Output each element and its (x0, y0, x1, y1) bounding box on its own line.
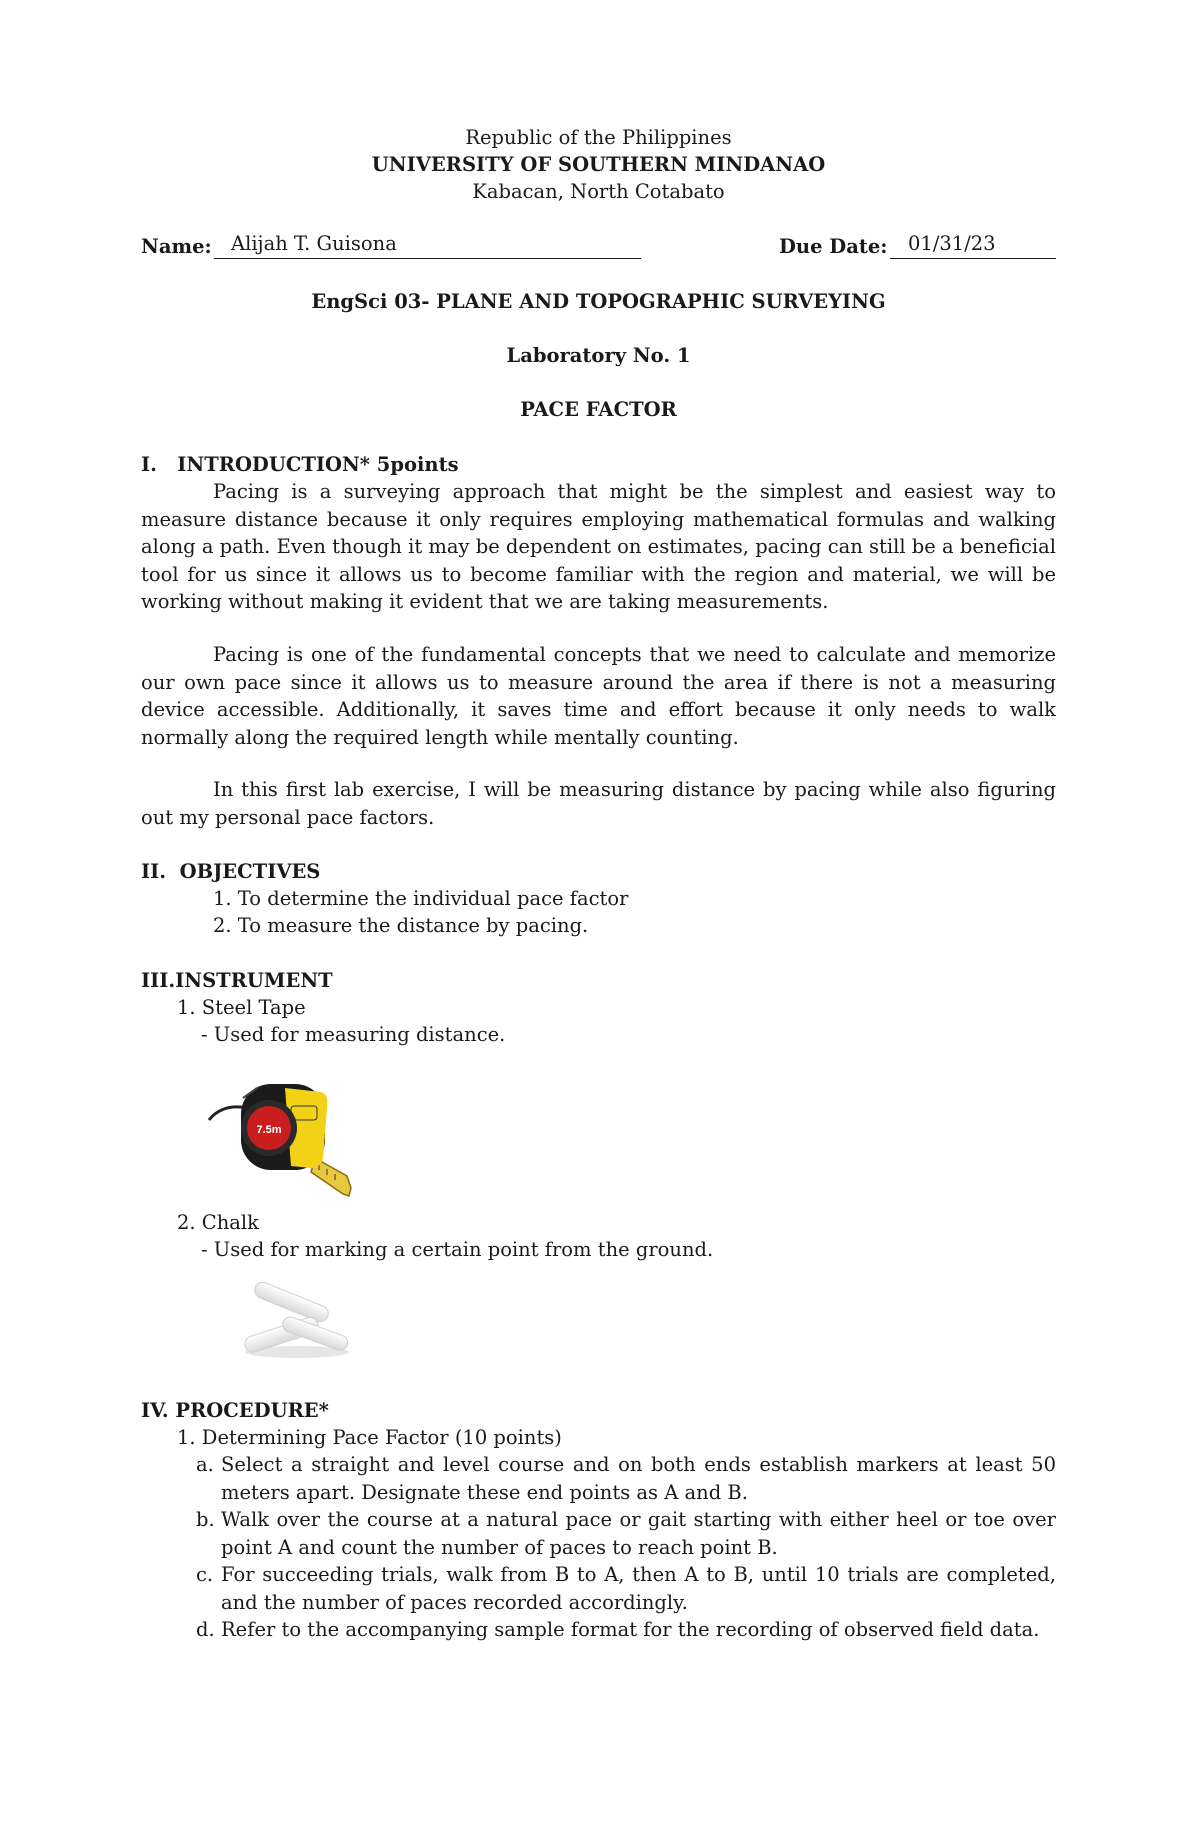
document-page (141, 0, 1056, 1835)
step-letter: c. (196, 1563, 214, 1586)
instrument-item-desc: - Used for marking a certain point from the ground. (201, 1238, 714, 1261)
procedure-heading: IV. PROCEDURE* (141, 1399, 329, 1422)
name-value: Alijah T. Guisona (231, 232, 397, 255)
objective-item: 2. To measure the distance by pacing. (213, 914, 589, 937)
procedure-step: Refer to the accompanying sample format for the recording of observed field data. (221, 1618, 1040, 1641)
tape-measure-icon (207, 1078, 357, 1202)
procedure-step: Walk over the course at a natural pace or gait starting with either heel or toe over point A and count the number of paces to reach point B. (221, 1508, 1056, 1559)
step-letter: d. (196, 1618, 215, 1641)
svg-text:7.5m: 7.5m (256, 1124, 282, 1136)
instrument-item-label: 1. Steel Tape (177, 996, 306, 1019)
instrument-item-label: 2. Chalk (177, 1211, 259, 1234)
procedure-subheading: 1. Determining Pace Factor (10 points) (177, 1426, 562, 1449)
chalk-icon (235, 1282, 355, 1360)
lab-topic: PACE FACTOR (520, 398, 677, 421)
intro-paragraph-2: Pacing is one of the fundamental concepts that we need to calculate and memorize our own pace since it allows us to measure around the area if there is not a measuring device accessible. Additionally, it saves time and effort because it only needs to walk normally along the required length while mentally counting. (141, 643, 1056, 749)
intro-paragraph-1: Pacing is a surveying approach that might be the simplest and easiest way to measure distance because it only requires employing mathematical formulas and walking along a path. Even though it may be dependent on estimates, pacing can still be a beneficial tool for us since it allows us to become familiar with the region and material, we will be working without making it evident that we are taking measurements. (141, 480, 1056, 613)
lab-number: Laboratory No. 1 (506, 344, 691, 367)
instrument-item-desc: - Used for measuring distance. (201, 1023, 506, 1046)
course-title: EngSci 03- PLANE AND TOPOGRAPHIC SURVEYING (311, 290, 886, 313)
due-date-label: Due Date: (779, 235, 888, 258)
introduction-heading: I. INTRODUCTION* 5points (141, 453, 459, 476)
university-name: UNIVERSITY OF SOUTHERN MINDANAO (371, 153, 826, 176)
due-date-value: 01/31/23 (908, 232, 996, 255)
instrument-heading: III.INSTRUMENT (141, 969, 333, 992)
republic-line: Republic of the Philippines (465, 126, 732, 149)
objectives-heading: II. OBJECTIVES (141, 860, 321, 883)
step-letter: a. (196, 1453, 214, 1476)
procedure-step: For succeeding trials, walk from B to A, then A to B, until 10 trials are completed, and the number of paces recorded accordingly. (221, 1563, 1056, 1614)
objective-item: 1. To determine the individual pace factor (213, 887, 629, 910)
step-letter: b. (196, 1508, 215, 1531)
name-label: Name: (141, 235, 212, 258)
procedure-step: Select a straight and level course and on both ends establish markers at least 50 meters apart. Designate these end points as A and B. (221, 1453, 1056, 1504)
intro-paragraph-3: In this first lab exercise, I will be measuring distance by pacing while also figuring out my personal pace factors. (141, 778, 1056, 829)
location-line: Kabacan, North Cotabato (472, 180, 725, 203)
